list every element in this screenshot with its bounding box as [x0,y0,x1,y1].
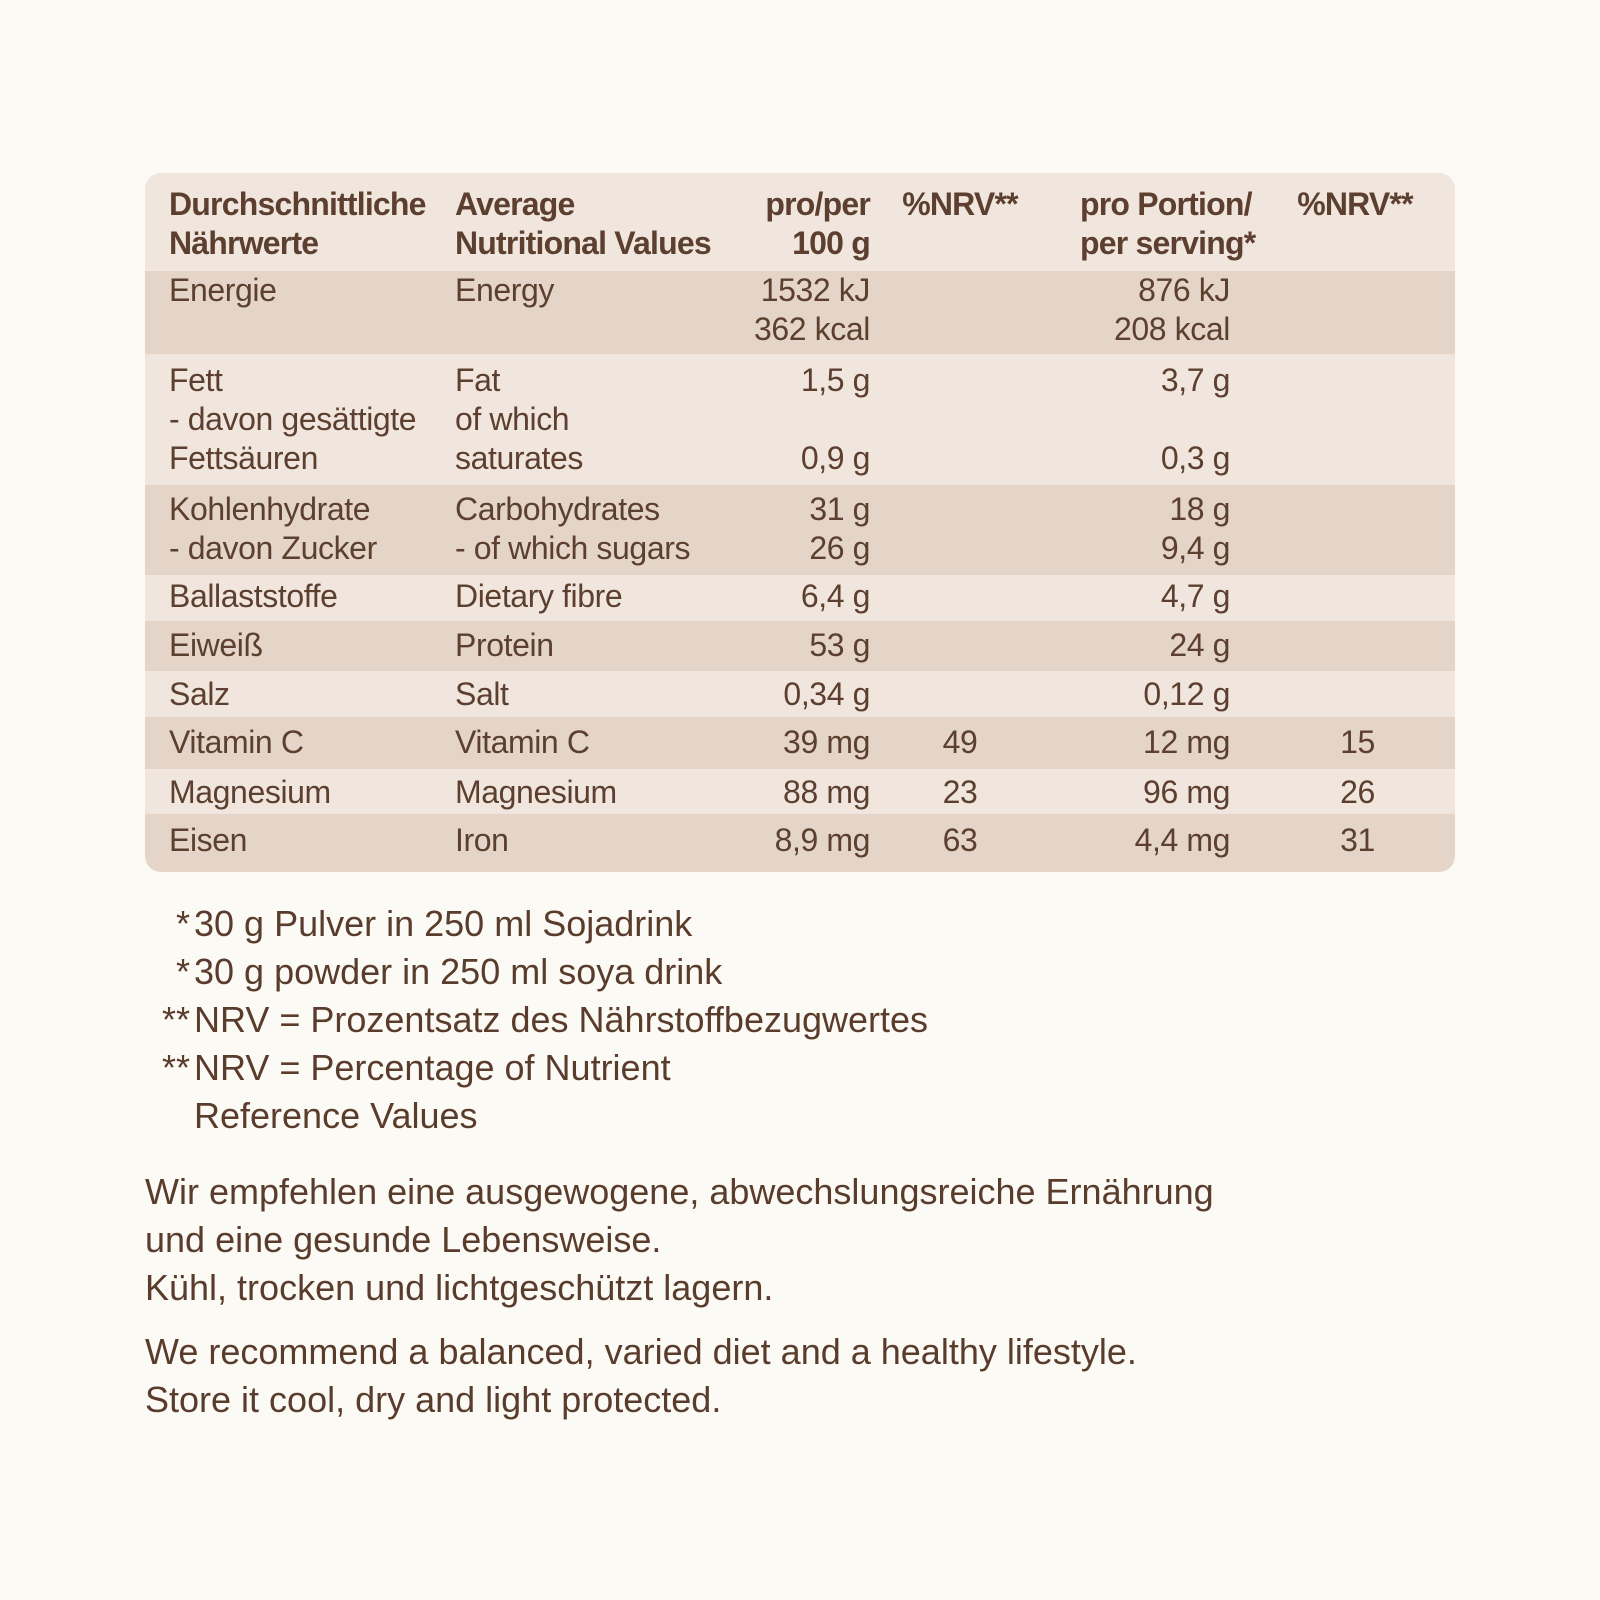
row-value-per-serving: 876 kJ 208 kcal [1114,272,1230,347]
row-value-per-100g: 53 g [809,627,870,663]
recommendation-english: We recommend a balanced, varied diet and a healthy lifestyle. Store it cool, dry and light protected. [145,1331,1137,1420]
nutrition-table [145,173,1455,872]
row-nrv-serving: 15 [1340,724,1375,760]
table-row [145,271,1455,354]
footnote-text: 30 g Pulver in 250 ml Sojadrink [194,903,693,944]
table-row [145,769,1455,814]
row-label-de: Ballaststoffe [169,578,338,614]
row-value-per-serving: 12 mg [1143,724,1230,760]
row-nrv-serving: 26 [1340,774,1375,810]
footnote-text: NRV = Percentage of Nutrient Reference Values [194,1047,671,1136]
recommendation-german: Wir empfehlen eine ausgewogene, abwechslungsreiche Ernährung und eine gesunde Lebensweise. Kühl, trocken und lichtgeschützt lagern. [145,1171,1214,1308]
table-row [145,354,1455,485]
header-nrv-100g: %NRV** [902,186,1018,222]
row-label-en: Magnesium [455,774,617,810]
row-value-per-100g: 1,5 g 0,9 g [800,362,870,476]
footnote-serving-de [145,900,928,948]
row-label-en: Salt [455,676,509,712]
row-value-per-serving: 18 g 9,4 g [1160,491,1230,566]
row-value-per-100g: 6,4 g [800,578,870,614]
footnote-text: 30 g powder in 250 ml soya drink [194,951,723,992]
row-label-en: Carbohydrates - of which sugars [455,491,691,566]
footnote-nrv-en [145,1044,928,1140]
row-value-per-100g: 39 mg [783,724,870,760]
row-label-en: Fat of which saturates [455,362,584,476]
header-per-serving: pro Portion/ per serving* [1080,186,1256,261]
row-value-per-100g: 88 mg [783,774,870,810]
row-label-de: Fett - davon gesättigte Fettsäuren [169,362,417,476]
row-label-en: Energy [455,272,554,308]
header-nrv-serving: %NRV** [1297,186,1413,222]
row-value-per-100g: 31 g 26 g [809,491,870,566]
footnotes [145,900,928,1140]
table-header [145,173,1455,271]
footnote-mark: ** [161,1047,190,1088]
table-row [145,671,1455,717]
table-row [145,485,1455,575]
row-label-en: Protein [455,627,554,663]
row-value-per-serving: 0,12 g [1143,676,1230,712]
row-label-en: Dietary fibre [455,578,623,614]
row-value-per-100g: 8,9 mg [774,822,870,858]
row-value-per-100g: 0,34 g [783,676,870,712]
row-label-de: Eiweiß [169,627,263,663]
row-label-de: Salz [169,676,230,712]
row-label-en: Iron [455,822,509,858]
header-per-100g: pro/per 100 g [765,186,870,261]
table-row [145,575,1455,621]
row-label-de: Vitamin C [169,724,304,760]
row-value-per-serving: 96 mg [1143,774,1230,810]
footnote-mark: * [175,951,190,992]
footnote-text: NRV = Prozentsatz des Nährstoffbezugwertes [194,999,929,1040]
footnote-mark: * [175,903,190,944]
footnote-nrv-de [145,996,928,1044]
row-value-per-serving: 24 g [1169,627,1230,663]
row-nrv-100g: 63 [942,822,978,858]
footnote-mark: ** [161,999,190,1040]
row-label-de: Magnesium [169,774,331,810]
header-german-label: Durchschnittliche Nährwerte [169,186,426,261]
row-label-de: Energie [169,272,277,308]
row-label-en: Vitamin C [455,724,590,760]
row-value-per-serving: 4,7 g [1160,578,1230,614]
table-row [145,717,1455,769]
row-nrv-serving: 31 [1340,822,1375,858]
row-label-de: Kohlenhydrate - davon Zucker [169,491,377,566]
footnote-serving-en [145,948,928,996]
header-english-label: Average Nutritional Values [455,186,711,261]
table-row [145,814,1455,872]
row-nrv-100g: 49 [942,724,978,760]
row-value-per-100g: 1532 kJ 362 kcal [754,272,870,347]
row-value-per-serving: 4,4 mg [1134,822,1230,858]
row-value-per-serving: 3,7 g 0,3 g [1160,362,1230,476]
row-nrv-100g: 23 [942,774,978,810]
table-row [145,621,1455,671]
row-label-de: Eisen [169,822,248,858]
